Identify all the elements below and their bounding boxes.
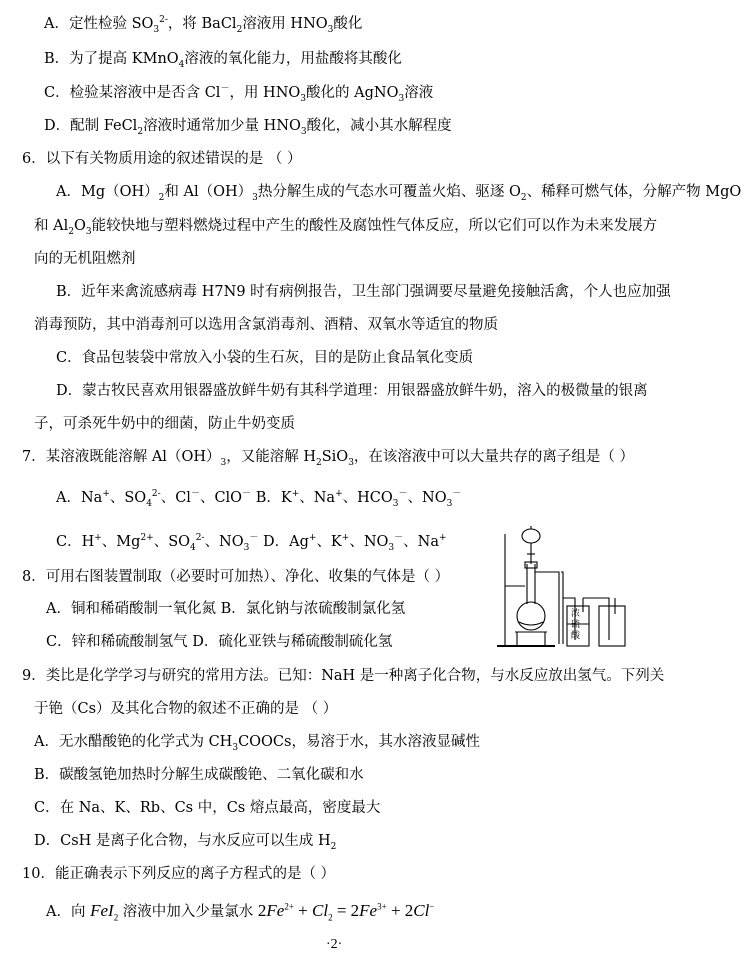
sub: 2 bbox=[113, 912, 119, 923]
sub: 3 bbox=[398, 93, 405, 104]
q6-option-a-line3: 向的无机阻燃剂 bbox=[34, 251, 136, 267]
text: 和 Al（OH） bbox=[164, 184, 253, 200]
text: 、SO bbox=[109, 490, 147, 506]
text: A．Mg（OH） bbox=[56, 184, 159, 200]
sub: 2 bbox=[328, 912, 333, 923]
q7-stem bbox=[22, 449, 635, 468]
text: B．为了提高 KMnO bbox=[44, 51, 179, 67]
sub: 3 bbox=[327, 24, 334, 35]
sub: 2 bbox=[520, 192, 527, 203]
sup: － bbox=[398, 489, 408, 500]
eq-part: Fe bbox=[266, 901, 285, 920]
text: 、NO bbox=[204, 534, 244, 550]
sup: － bbox=[452, 489, 462, 500]
sub: 3 bbox=[446, 498, 453, 509]
q9-stem-line1: 9．类比是化学学习与研究的常用方法。已知：NaH 是一种离子化合物，与水反应放出氢气。下列关 bbox=[22, 668, 665, 684]
sup: − bbox=[429, 901, 435, 912]
text: 、K bbox=[316, 534, 342, 550]
eq-part: = 2 bbox=[332, 901, 360, 920]
formula-part: FeI bbox=[90, 901, 114, 920]
text: 热分解生成的气态水可覆盖火焰、驱逐 O bbox=[257, 184, 521, 200]
sub: 3 bbox=[232, 742, 239, 753]
text: B．K bbox=[251, 490, 292, 506]
sub: 3 bbox=[220, 457, 227, 468]
q7-options-ab bbox=[56, 489, 462, 509]
sup: + bbox=[439, 533, 447, 544]
q8-stem: 8．可用右图装置制取（必要时可加热）、净化、收集的气体是（ ） bbox=[22, 569, 450, 585]
sub: 3 bbox=[252, 192, 258, 203]
q9-option-b: B．碳酸氢铯加热时分解生成碳酸铯、二氧化碳和水 bbox=[34, 767, 364, 783]
text: D．Ag bbox=[258, 534, 309, 550]
sub: 4 bbox=[178, 59, 185, 70]
q10-stem: 10．能正确表示下列反应的离子方程式的是（ ） bbox=[22, 866, 336, 882]
sub: 2 bbox=[236, 24, 243, 35]
text: A．Na bbox=[56, 490, 103, 506]
q5-option-a bbox=[44, 15, 363, 35]
text: 溶液的氧化能力，用盐酸将其酸化 bbox=[184, 51, 402, 67]
text: 、Cl bbox=[160, 490, 191, 506]
text: 、SO bbox=[153, 534, 191, 550]
text: A．向 bbox=[46, 904, 86, 920]
q5-option-d bbox=[44, 118, 452, 137]
text: 酸化 bbox=[333, 16, 363, 32]
sub: 3 bbox=[300, 93, 307, 104]
text: 、HCO bbox=[342, 490, 393, 506]
sub: 2 bbox=[158, 192, 165, 203]
sup: + bbox=[335, 489, 343, 500]
text: 、稀释可燃气体，分解产物 MgO bbox=[526, 184, 741, 200]
figure-label-3: 酸 bbox=[571, 631, 581, 641]
eq-part: + 2 bbox=[386, 901, 414, 920]
q6-option-b-line1: B．近年来禽流感病毒 H7N9 时有病例报告，卫生部门强调要尽量避免接触活禽，个人也应加强 bbox=[56, 284, 671, 300]
sub: 2 bbox=[137, 126, 144, 137]
sub: 3 bbox=[153, 24, 160, 35]
q9-option-c: C．在 Na、K、Rb、Cs 中，Cs 熔点最高，密度最大 bbox=[34, 800, 381, 816]
text: 酸化的 AgNO bbox=[306, 85, 399, 101]
q6-option-c: C．食品包装袋中常放入小袋的生石灰，目的是防止食品氧化变质 bbox=[56, 350, 474, 366]
sub: 3 bbox=[243, 542, 250, 553]
figure-label-1: 浓 bbox=[571, 609, 581, 619]
eq-part: Cl bbox=[413, 901, 430, 920]
sup: － bbox=[242, 489, 252, 500]
text: 和 Al bbox=[34, 218, 69, 234]
text: ，在该溶液中可以大量共存的离子组是（ ） bbox=[353, 449, 635, 465]
sup: 2- bbox=[151, 489, 161, 500]
sub: 3 bbox=[392, 498, 399, 509]
text: ，用 HNO bbox=[229, 85, 301, 101]
sup: + bbox=[341, 533, 350, 544]
sup: 2+ bbox=[284, 901, 294, 912]
q10-option-a bbox=[46, 901, 435, 923]
q6-option-d-line2: 子，可杀死牛奶中的细菌，防止牛奶变质 bbox=[34, 416, 295, 432]
text: SiO bbox=[321, 449, 349, 465]
sup: － bbox=[190, 489, 200, 500]
figure-label-2: 硫 bbox=[571, 620, 581, 630]
sup: + bbox=[291, 489, 300, 500]
text: D．CsH 是离子化合物，与水反应可以生成 H bbox=[34, 833, 331, 849]
text: A．无水醋酸铯的化学式为 CH bbox=[34, 734, 233, 750]
text: 、NO bbox=[407, 490, 447, 506]
text: 溶液中加入少量氯水 bbox=[122, 904, 254, 920]
sub: 2 bbox=[315, 457, 322, 468]
text: 、ClO bbox=[199, 490, 243, 506]
sub: 4 bbox=[190, 542, 196, 553]
text: 溶液 bbox=[404, 85, 434, 101]
text: A．定性检验 SO bbox=[44, 16, 154, 32]
sub: 3 bbox=[388, 542, 395, 553]
text: C．检验某溶液中是否含 Cl bbox=[44, 85, 221, 101]
sup: 2+ bbox=[140, 533, 154, 544]
sub: 3 bbox=[85, 226, 92, 237]
text: 、NO bbox=[349, 534, 389, 550]
q6-option-b-line2: 消毒预防，其中消毒剂可以选用含氯消毒剂、酒精、双氧水等适宜的物质 bbox=[34, 317, 498, 333]
q6-option-d-line1: D．蒙古牧民喜欢用银器盛放鲜牛奶有其科学道理：用银器盛放鲜牛奶，溶入的极微量的银离 bbox=[56, 383, 648, 399]
eq-part: 2 bbox=[257, 901, 267, 920]
q7-options-cd bbox=[56, 533, 447, 553]
formula-fei2 bbox=[90, 901, 119, 923]
sub: 3 bbox=[300, 126, 307, 137]
text: 溶液用 HNO bbox=[242, 16, 328, 32]
ionic-equation bbox=[257, 901, 435, 923]
sup: － bbox=[220, 84, 230, 95]
q6-option-a-line1 bbox=[56, 184, 741, 203]
q6-stem: 6．以下有关物质用途的叙述错误的是 （ ） bbox=[22, 151, 302, 167]
q5-option-b bbox=[44, 51, 402, 70]
sup: + bbox=[102, 489, 110, 500]
sub: 4 bbox=[146, 498, 152, 509]
sub: 3 bbox=[348, 457, 354, 468]
text: 7．某溶液既能溶解 Al（OH） bbox=[22, 449, 221, 465]
q8-options-cd: C．锌和稀硫酸制氢气 D．硫化亚铁与稀硫酸制硫化氢 bbox=[46, 634, 393, 650]
text: ，又能溶解 H bbox=[226, 449, 316, 465]
text: D．配制 FeCl bbox=[44, 118, 138, 134]
sup: 3+ bbox=[377, 901, 387, 912]
eq-part: Cl bbox=[312, 901, 329, 920]
text: 、Na bbox=[299, 490, 336, 506]
text: C．H bbox=[56, 534, 95, 550]
text: 、Na bbox=[403, 534, 439, 550]
q9-option-d bbox=[34, 833, 337, 852]
text: COOCs，易溶于水，其水溶液显碱性 bbox=[238, 734, 480, 750]
eq-part: + bbox=[293, 901, 313, 920]
eq-part: Fe bbox=[359, 901, 378, 920]
apparatus-figure bbox=[497, 524, 629, 654]
sup: 2- bbox=[159, 15, 168, 26]
q6-option-a-line2 bbox=[34, 218, 658, 237]
sub: 2 bbox=[330, 841, 337, 852]
sup: － bbox=[394, 533, 404, 544]
text: ，将 BaCl bbox=[167, 16, 237, 32]
sup: 2- bbox=[195, 533, 205, 544]
text: 、Mg bbox=[101, 534, 141, 550]
sup: + bbox=[94, 533, 102, 544]
sup: － bbox=[249, 533, 259, 544]
text: 酸化，减小其水解程度 bbox=[306, 118, 452, 134]
sup: + bbox=[308, 533, 317, 544]
page-number: ·2· bbox=[326, 937, 343, 952]
text: O bbox=[73, 218, 86, 234]
q8-options-ab: A．铜和稀硝酸制一氧化氮 B．氯化钠与浓硫酸制氯化氢 bbox=[46, 601, 406, 617]
sub: 2 bbox=[68, 226, 74, 237]
text: 溶液时通常加少量 HNO bbox=[143, 118, 301, 134]
text: 能较快地与塑料燃烧过程中产生的酸性及腐蚀性气体反应，所以它们可以作为未来发展方 bbox=[91, 218, 658, 234]
q9-stem-line2: 于铯（Cs）及其化合物的叙述不正确的是 （ ） bbox=[34, 701, 338, 717]
q5-option-c bbox=[44, 84, 434, 104]
q9-option-a bbox=[34, 734, 480, 753]
